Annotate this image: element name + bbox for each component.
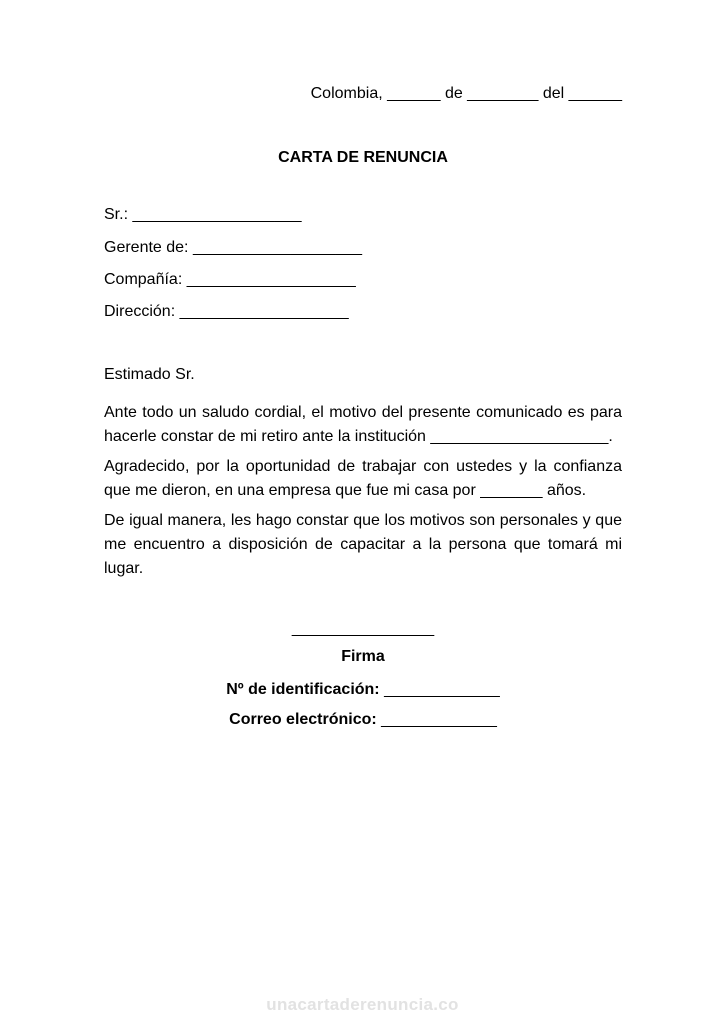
email-line [104,708,622,732]
recipient-field-sr: Sr.: ___________________ [104,206,302,223]
email-blank: _____________ [376,711,497,728]
letter-title: CARTA DE RENUNCIA [278,149,448,166]
body-paragraph: Agradecido, por la oportunidad de trabajar con ustedes y la confianza que me dieron, en una empresa que fue mi casa por _______ años. [104,458,622,499]
salutation: Estimado Sr. [104,366,195,383]
site-watermark: unacartaderenuncia.co [266,995,459,1014]
identification-line [104,678,622,702]
date-line: Colombia, ______ de ________ del ______ [310,85,622,102]
signature-label: Firma [341,648,385,665]
body-paragraph: Ante todo un saludo cordial, el motivo del presente comunicado es para hacerle constar de mi retiro ante la institución ____________________. [104,404,622,445]
identification-label: Nº de identificación: [226,681,380,698]
identification-blank: _____________ [379,681,500,698]
email-label: Correo electrónico: [229,711,377,728]
signature-blank-line: ________________ [291,620,435,637]
recipient-field-gerente: Gerente de: ___________________ [104,239,363,256]
body-paragraph: De igual manera, les hago constar que los motivos son personales y que me encuentro a disposición de capacitar a la persona que tomará mi lugar. [104,512,622,577]
recipient-field-direccion: Dirección: ___________________ [104,303,349,320]
recipient-field-compania: Compañía: ___________________ [104,271,356,288]
letter-content [104,0,622,1024]
